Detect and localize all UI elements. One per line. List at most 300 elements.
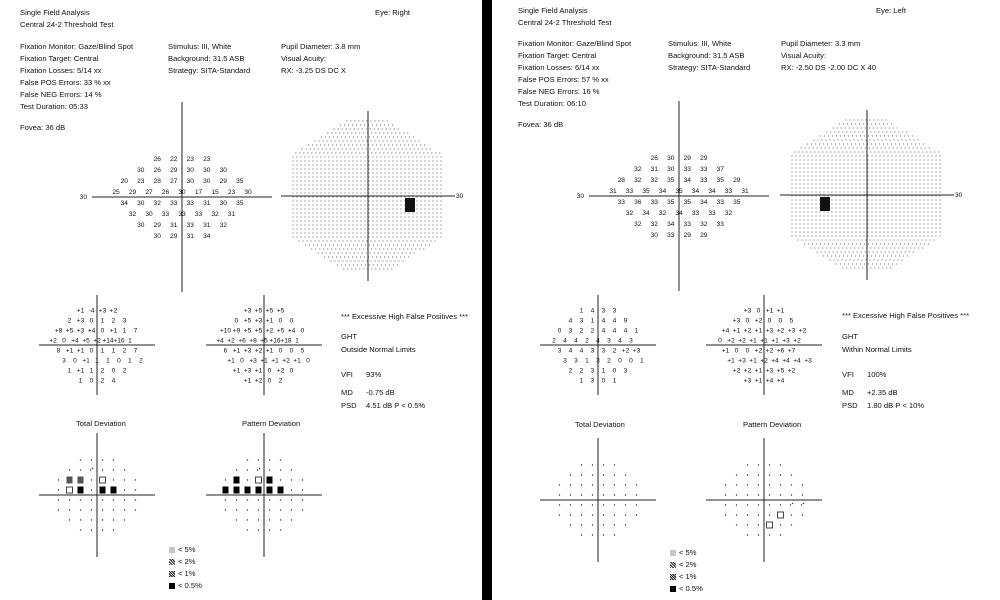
pattern-deviation-value: +2 xyxy=(743,367,752,375)
grayscale-plot-stipple xyxy=(388,220,389,221)
grayscale-plot-stipple xyxy=(353,244,354,245)
grayscale-plot-stipple xyxy=(815,183,816,184)
grayscale-plot-stipple xyxy=(372,156,373,157)
total-deviation-value: +5 xyxy=(82,337,90,345)
grayscale-plot-stipple xyxy=(360,192,361,193)
grayscale-plot-stipple xyxy=(874,131,875,132)
grayscale-plot-stipple xyxy=(320,220,321,221)
grayscale-plot-stipple xyxy=(928,243,929,244)
grayscale-plot-stipple xyxy=(923,199,924,200)
grayscale-plot-stipple xyxy=(795,203,796,204)
grayscale-plot-stipple xyxy=(863,207,864,208)
grayscale-plot-stipple xyxy=(867,183,868,184)
total-deviation-prob-dot xyxy=(91,529,92,530)
grayscale-plot-stipple xyxy=(340,192,341,193)
grayscale-plot-stipple xyxy=(350,260,351,261)
grayscale-plot-stipple xyxy=(799,167,800,168)
grayscale-plot-stipple xyxy=(364,208,365,209)
grayscale-plot-stipple xyxy=(401,136,402,137)
grayscale-plot-stipple xyxy=(929,239,930,240)
pattern-deviation-value: +1 xyxy=(760,337,768,345)
grayscale-plot-stipple xyxy=(408,184,409,185)
grayscale-plot-stipple xyxy=(340,208,341,209)
grayscale-plot-stipple xyxy=(836,243,837,244)
grayscale-plot-stipple xyxy=(867,179,868,180)
grayscale-plot-stipple xyxy=(376,256,377,257)
grayscale-plot-stipple xyxy=(879,175,880,176)
grayscale-plot-stipple xyxy=(935,231,936,232)
grayscale-plot-stipple xyxy=(334,128,335,129)
threshold-value: 35 xyxy=(642,187,650,195)
total-deviation-prob-dot xyxy=(581,524,582,525)
dot-pattern-icon xyxy=(670,550,676,556)
grayscale-plot-stipple xyxy=(895,191,896,192)
grayscale-plot-stipple xyxy=(404,188,405,189)
solid-square-icon xyxy=(670,586,676,592)
grayscale-plot-stipple xyxy=(879,227,880,228)
grayscale-plot-stipple xyxy=(869,127,870,128)
total-deviation-prob-dot xyxy=(58,489,59,490)
grayscale-plot-stipple xyxy=(355,248,356,249)
grayscale-plot-stipple xyxy=(378,128,379,129)
grayscale-plot-stipple xyxy=(390,240,391,241)
threshold-value: 33 xyxy=(708,209,716,217)
pattern-deviation-value: +1 xyxy=(754,327,763,335)
grayscale-plot-stipple xyxy=(380,212,381,213)
pattern-deviation-value: 0 xyxy=(234,317,239,325)
grayscale-plot-stipple xyxy=(352,256,353,257)
pattern-deviation-value: +4 xyxy=(776,377,785,385)
grayscale-plot-stipple xyxy=(839,231,840,232)
grayscale-plot-stipple xyxy=(819,231,820,232)
grayscale-plot-stipple xyxy=(392,224,393,225)
report-subtitle: Central 24-2 Threshold Test xyxy=(518,18,612,27)
grayscale-plot-stipple xyxy=(871,171,872,172)
grayscale-plot-stipple xyxy=(855,207,856,208)
grayscale-plot-stipple xyxy=(425,244,426,245)
pattern-deviation-value: +1 xyxy=(771,337,779,345)
grayscale-plot-stipple xyxy=(897,251,898,252)
grayscale-plot-stipple xyxy=(382,128,383,129)
pattern-deviation-prob-dot xyxy=(747,504,748,505)
grayscale-plot-stipple xyxy=(907,187,908,188)
pattern-deviation-prob-dot xyxy=(302,499,303,500)
grayscale-plot-stipple xyxy=(345,136,346,137)
threshold-value: 26 xyxy=(650,154,658,162)
grayscale-plot-stipple xyxy=(334,148,335,149)
grayscale-plot-stipple xyxy=(436,208,437,209)
grayscale-plot-stipple xyxy=(803,179,804,180)
grayscale-plot-stipple xyxy=(803,171,804,172)
grayscale-plot-stipple xyxy=(918,247,919,248)
grayscale-plot-stipple xyxy=(336,236,337,237)
grayscale-plot-stipple xyxy=(328,192,329,193)
grayscale-plot-stipple xyxy=(911,171,912,172)
grayscale-plot-stipple xyxy=(819,219,820,220)
grayscale-plot-stipple xyxy=(416,144,417,145)
grayscale-plot-stipple xyxy=(352,160,353,161)
grayscale-plot-stipple xyxy=(376,164,377,165)
grayscale-plot-stipple xyxy=(873,251,874,252)
grayscale-plot-stipple xyxy=(916,243,917,244)
grayscale-plot-stipple xyxy=(841,251,842,252)
grayscale-plot-stipple xyxy=(847,191,848,192)
grayscale-plot-stipple xyxy=(359,268,360,269)
grayscale-plot-stipple xyxy=(845,147,846,148)
grayscale-plot-stipple xyxy=(887,155,888,156)
pattern-deviation-value: +3 xyxy=(743,307,752,315)
grayscale-plot-stipple xyxy=(887,159,888,160)
grayscale-plot-stipple xyxy=(856,243,857,244)
grayscale-plot-stipple xyxy=(313,244,314,245)
grayscale-plot-stipple xyxy=(791,171,792,172)
grayscale-plot-stipple xyxy=(368,196,369,197)
grayscale-plot-stipple xyxy=(336,156,337,157)
grayscale-plot-stipple xyxy=(432,184,433,185)
total-deviation-prob-dot xyxy=(124,499,125,500)
grayscale-plot-stipple xyxy=(830,131,831,132)
grayscale-plot-stipple xyxy=(895,211,896,212)
grayscale-plot-stipple xyxy=(915,171,916,172)
grayscale-plot-stipple xyxy=(881,251,882,252)
grayscale-plot-stipple xyxy=(867,211,868,212)
grayscale-plot-stipple xyxy=(348,160,349,161)
grayscale-plot-stipple xyxy=(368,160,369,161)
threshold-value: 35 xyxy=(236,177,244,185)
grayscale-plot-stipple xyxy=(328,184,329,185)
grayscale-plot-stipple xyxy=(867,163,868,164)
grayscale-plot-stipple xyxy=(364,164,365,165)
pattern-deviation-value: +2 xyxy=(760,357,768,365)
grayscale-plot-stipple xyxy=(823,179,824,180)
grayscale-plot-stipple xyxy=(829,259,830,260)
grayscale-plot-stipple xyxy=(863,155,864,156)
total-deviation-prob-dot xyxy=(113,499,114,500)
grayscale-plot-stipple xyxy=(314,140,315,141)
grayscale-plot-stipple xyxy=(833,251,834,252)
grayscale-plot-stipple xyxy=(292,236,293,237)
grayscale-plot-stipple xyxy=(354,128,355,129)
grayscale-plot-stipple xyxy=(831,163,832,164)
grayscale-plot-stipple xyxy=(893,239,894,240)
total-deviation-prob-mark-1 xyxy=(67,477,73,484)
grayscale-plot-stipple xyxy=(344,156,345,157)
grayscale-plot-stipple xyxy=(882,267,883,268)
grayscale-plot-stipple xyxy=(299,152,300,153)
grayscale-plot-stipple xyxy=(894,247,895,248)
grayscale-plot-stipple xyxy=(304,164,305,165)
grayscale-plot-stipple xyxy=(336,168,337,169)
grayscale-plot-stipple xyxy=(917,147,918,148)
grayscale-plot-stipple xyxy=(895,155,896,156)
grayscale-plot-stipple xyxy=(887,207,888,208)
grayscale-plot-stipple xyxy=(328,160,329,161)
grayscale-plot-stipple xyxy=(927,199,928,200)
grayscale-plot-stipple xyxy=(923,187,924,188)
threshold-value: 32 xyxy=(724,209,733,217)
grayscale-plot-stipple xyxy=(396,160,397,161)
grayscale-plot-stipple xyxy=(407,132,408,133)
grayscale-plot-stipple xyxy=(799,187,800,188)
grayscale-plot-stipple xyxy=(316,220,317,221)
pattern-deviation-prob-dot xyxy=(758,534,759,535)
pattern-deviation-prob-dot xyxy=(758,474,759,475)
total-deviation-prob-dot xyxy=(58,509,59,510)
grayscale-plot-stipple xyxy=(795,235,796,236)
grayscale-plot-stipple xyxy=(408,224,409,225)
axis-label: 30 xyxy=(79,194,87,201)
grayscale-plot-stipple xyxy=(811,163,812,164)
grayscale-plot-stipple xyxy=(362,148,363,149)
pattern-deviation-value: +1 xyxy=(260,357,268,365)
grayscale-plot-stipple xyxy=(300,188,301,189)
grayscale-plot-stipple xyxy=(308,168,309,169)
grayscale-plot-stipple xyxy=(420,212,421,213)
grayscale-plot-stipple xyxy=(380,236,381,237)
grayscale-plot-stipple xyxy=(842,267,843,268)
total-deviation-value: +8 xyxy=(54,327,63,335)
grayscale-plot-stipple xyxy=(412,224,413,225)
grayscale-plot-stipple xyxy=(384,180,385,181)
grayscale-plot-stipple xyxy=(346,140,347,141)
grayscale-plot-stipple xyxy=(859,143,860,144)
grayscale-plot-stipple xyxy=(300,208,301,209)
grayscale-plot-stipple xyxy=(887,211,888,212)
grayscale-plot-stipple xyxy=(416,208,417,209)
grayscale-plot-stipple xyxy=(883,255,884,256)
grayscale-plot-stipple xyxy=(324,144,325,145)
grayscale-plot-stipple xyxy=(344,168,345,169)
threshold-value: 20 xyxy=(120,177,128,185)
grayscale-plot-stipple xyxy=(915,179,916,180)
grayscale-plot-stipple xyxy=(839,195,840,196)
grayscale-plot-stipple xyxy=(386,140,387,141)
grayscale-plot-stipple xyxy=(352,192,353,193)
grayscale-plot-stipple xyxy=(881,139,882,140)
grayscale-plot-stipple xyxy=(424,220,425,221)
pattern-deviation-value: 0 xyxy=(306,357,310,365)
grayscale-plot-stipple xyxy=(859,235,860,236)
grayscale-plot-stipple xyxy=(815,187,816,188)
threshold-value: 33 xyxy=(650,198,658,206)
total-deviation-value: 0 xyxy=(89,347,94,355)
grayscale-plot-stipple xyxy=(911,175,912,176)
grayscale-plot-stipple xyxy=(823,195,824,196)
grayscale-plot-stipple xyxy=(340,200,341,201)
total-deviation-value: +2 xyxy=(621,347,630,355)
total-deviation-prob-dot xyxy=(614,524,615,525)
grayscale-plot-stipple xyxy=(829,147,830,148)
grayscale-plot-stipple xyxy=(332,192,333,193)
grayscale-plot-stipple xyxy=(831,195,832,196)
grayscale-plot-stipple xyxy=(917,139,918,140)
grayscale-plot-stipple xyxy=(440,228,441,229)
grayscale-plot-stipple xyxy=(352,220,353,221)
grayscale-plot-stipple xyxy=(384,220,385,221)
grayscale-plot-stipple xyxy=(300,180,301,181)
total-deviation-value: 0 xyxy=(89,317,94,325)
grayscale-plot-stipple xyxy=(826,247,827,248)
grayscale-plot-stipple xyxy=(931,171,932,172)
grayscale-plot-stipple xyxy=(419,152,420,153)
grayscale-plot-stipple xyxy=(907,235,908,236)
grayscale-plot-stipple xyxy=(871,203,872,204)
grayscale-plot-stipple xyxy=(424,216,425,217)
total-deviation-value: 2 xyxy=(612,347,617,355)
grayscale-plot-stipple xyxy=(413,136,414,137)
total-deviation-value: 2 xyxy=(111,317,116,325)
grayscale-plot-stipple xyxy=(365,136,366,137)
grayscale-plot-stipple xyxy=(392,192,393,193)
grayscale-plot-stipple xyxy=(892,263,893,264)
grayscale-plot-stipple xyxy=(856,263,857,264)
grayscale-plot-stipple xyxy=(376,208,377,209)
info-fixation-monitor: Fixation Monitor: Gaze/Blind Spot xyxy=(518,39,632,48)
grayscale-plot-stipple xyxy=(859,179,860,180)
threshold-value: 33 xyxy=(617,198,625,206)
total-deviation-value: 1 xyxy=(89,367,94,375)
grayscale-plot-stipple xyxy=(356,224,357,225)
grayscale-plot-stipple xyxy=(412,164,413,165)
grayscale-plot-stipple xyxy=(376,216,377,217)
grayscale-plot-stipple xyxy=(910,151,911,152)
pattern-deviation-prob-dot xyxy=(247,509,248,510)
grayscale-plot-stipple xyxy=(436,172,437,173)
grayscale-plot-stipple xyxy=(371,268,372,269)
grayscale-plot-stipple xyxy=(849,251,850,252)
pattern-deviation-prob-dot xyxy=(758,514,759,515)
grayscale-plot-stipple xyxy=(428,180,429,181)
grayscale-plot-stipple xyxy=(931,183,932,184)
grayscale-plot-stipple xyxy=(906,131,907,132)
grayscale-plot-stipple xyxy=(869,139,870,140)
grayscale-plot-stipple xyxy=(344,220,345,221)
grayscale-plot-stipple xyxy=(883,143,884,144)
grayscale-plot-stipple xyxy=(927,163,928,164)
pattern-deviation-value: +1 xyxy=(232,367,241,375)
total-deviation-value: 1 xyxy=(585,357,589,365)
grayscale-plot-stipple xyxy=(873,259,874,260)
threshold-value: 33 xyxy=(186,221,194,229)
grayscale-plot-stipple xyxy=(907,183,908,184)
grayscale-plot-stipple xyxy=(879,167,880,168)
grayscale-plot-stipple xyxy=(883,187,884,188)
grayscale-plot-stipple xyxy=(807,199,808,200)
grayscale-plot-stipple xyxy=(803,167,804,168)
grayscale-plot-stipple xyxy=(919,179,920,180)
grayscale-plot-stipple xyxy=(310,240,311,241)
grayscale-plot-stipple xyxy=(380,232,381,233)
grayscale-plot-stipple xyxy=(364,176,365,177)
grayscale-plot-stipple xyxy=(930,151,931,152)
grayscale-plot-stipple xyxy=(375,248,376,249)
threshold-value: 34 xyxy=(675,209,683,217)
grayscale-plot-stipple xyxy=(871,227,872,228)
grayscale-plot-stipple xyxy=(849,147,850,148)
grayscale-plot-stipple xyxy=(376,176,377,177)
legend-row-2: < 2% xyxy=(670,560,697,569)
grayscale-plot-stipple xyxy=(907,255,908,256)
grayscale-plot-stipple xyxy=(849,239,850,240)
grayscale-plot-stipple xyxy=(795,231,796,232)
grayscale-plot-stipple xyxy=(334,240,335,241)
grayscale-plot-stipple xyxy=(423,248,424,249)
grayscale-plot-stipple xyxy=(346,260,347,261)
grayscale-plot-stipple xyxy=(879,211,880,212)
grayscale-plot-stipple xyxy=(436,220,437,221)
grayscale-plot-stipple xyxy=(811,223,812,224)
grayscale-plot-stipple xyxy=(381,264,382,265)
grayscale-plot-stipple xyxy=(328,176,329,177)
grayscale-plot-stipple xyxy=(883,191,884,192)
grayscale-plot-stipple xyxy=(407,152,408,153)
grayscale-plot-stipple xyxy=(839,159,840,160)
grayscale-plot-stipple xyxy=(396,156,397,157)
grayscale-plot-stipple xyxy=(935,219,936,220)
total-deviation-prob-dot xyxy=(570,504,571,505)
grayscale-plot-stipple xyxy=(795,171,796,172)
grayscale-plot-stipple xyxy=(803,235,804,236)
total-deviation-prob-dot xyxy=(603,534,604,535)
pattern-deviation-prob-dot xyxy=(791,514,792,515)
grayscale-plot-stipple xyxy=(340,236,341,237)
grayscale-plot-stipple xyxy=(913,239,914,240)
grayscale-plot-stipple xyxy=(849,259,850,260)
grayscale-plot-stipple xyxy=(302,240,303,241)
grayscale-plot-stipple xyxy=(923,183,924,184)
grayscale-plot-stipple xyxy=(396,192,397,193)
total-deviation-value: 1 xyxy=(78,377,83,385)
grayscale-plot-stipple xyxy=(364,228,365,229)
grayscale-plot-stipple xyxy=(348,196,349,197)
info-rx: RX: -3.25 DS DC X xyxy=(281,66,346,75)
grayscale-plot-stipple xyxy=(332,236,333,237)
pattern-deviation-value: +5 xyxy=(243,327,252,335)
total-deviation-prob-dot xyxy=(559,484,560,485)
threshold-value: 33 xyxy=(683,220,691,228)
grayscale-plot-stipple xyxy=(870,151,871,152)
pattern-deviation-value: +3 xyxy=(765,367,774,375)
grayscale-plot-stipple xyxy=(905,139,906,140)
grayscale-plot-stipple xyxy=(375,268,376,269)
grayscale-plot-stipple xyxy=(372,212,373,213)
grayscale-plot-stipple xyxy=(315,248,316,249)
grayscale-plot-stipple xyxy=(827,227,828,228)
threshold-value: 32 xyxy=(700,220,708,228)
grayscale-plot-stipple xyxy=(851,179,852,180)
info-background: Background: 31.5 ASB xyxy=(168,54,245,63)
grayscale-plot-stipple xyxy=(915,163,916,164)
grayscale-plot-stipple xyxy=(337,136,338,137)
grayscale-plot-stipple xyxy=(915,223,916,224)
grayscale-plot-stipple xyxy=(348,204,349,205)
grayscale-plot-stipple xyxy=(815,191,816,192)
grayscale-plot-stipple xyxy=(811,183,812,184)
grayscale-plot-stipple xyxy=(801,239,802,240)
grayscale-plot-stipple xyxy=(376,212,377,213)
grayscale-plot-stipple xyxy=(931,195,932,196)
grayscale-plot-stipple xyxy=(440,160,441,161)
fovea-value: Fovea: 36 dB xyxy=(20,123,66,132)
grayscale-plot-stipple xyxy=(843,255,844,256)
grayscale-plot-stipple xyxy=(364,124,365,125)
grayscale-plot-stipple xyxy=(354,260,355,261)
total-deviation-value: 7 xyxy=(133,347,138,355)
pattern-deviation-value: +2 xyxy=(254,377,263,385)
grayscale-plot-stipple xyxy=(803,191,804,192)
grayscale-plot-stipple xyxy=(356,188,357,189)
grayscale-plot-stipple xyxy=(440,204,441,205)
